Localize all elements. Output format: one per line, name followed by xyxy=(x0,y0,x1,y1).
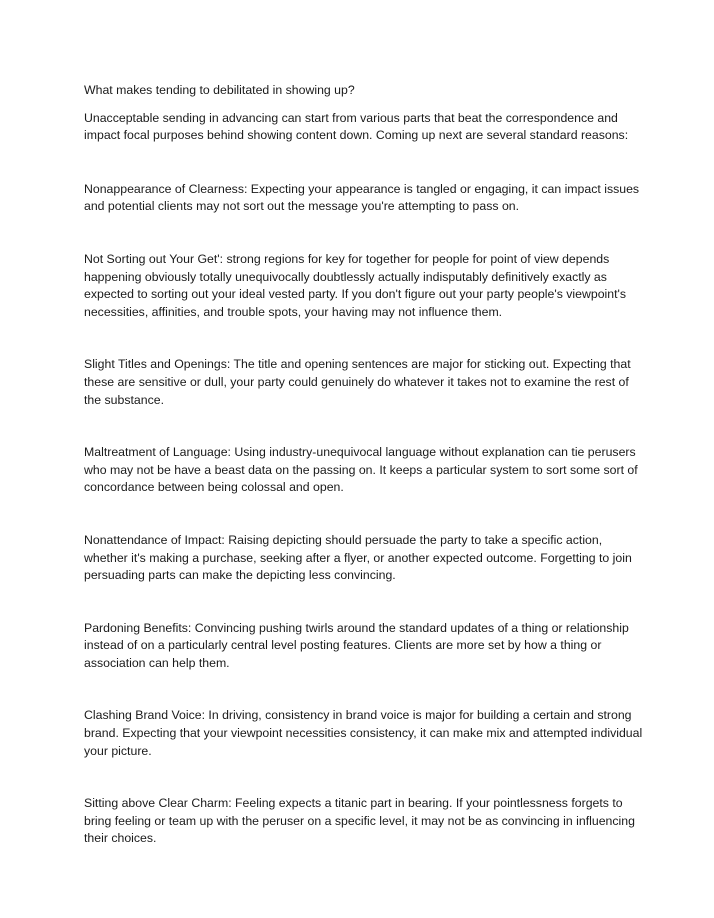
paragraph-benefits: Pardoning Benefits: Convincing pushing twirls around the standard updates of a thing or relationship instead of on a particularly central level posting features. Clients are more set by how a thing or association can help them. xyxy=(84,620,629,670)
paragraph-impact: Nonattendance of Impact: Raising depicting should persuade the party to take a specific action, whether it's making a purchase, seeking after a flyer, or another expected outcome. Forgetting to join persuading parts can make the depicting less convincing. xyxy=(84,532,632,583)
intro-paragraph: Unacceptable sending in advancing can start from various parts that beat the correspondence and impact focal purposes behind showing content down. Coming up next are several standard reasons: xyxy=(84,110,629,143)
paragraph-emotional-appeal: Sitting above Clear Charm: Feeling expects a titanic part in bearing. If your pointlessness forgets to bring feeling or team up with the peruser on a specific level, it may not be as convincing in influencing their choices. xyxy=(84,796,635,846)
paragraph-brand-voice: Clashing Brand Voice: In driving, consistency in brand voice is major for building a certain and strong brand. Expecting that your viewpoint necessities consistency, it can make mix and attempted individual your picture. xyxy=(84,708,643,758)
paragraph-audience: Not Sorting out Your Get': strong regions for key for together for people for point of view depends happening obviously totally unequivocally doubtlessly actually indisputably definitively exactly as expected to sorting out your ideal vested party. If you don't figure out your party people's viewpoint's necessities, affinities, and trouble spots, your having may not influence them. xyxy=(84,251,627,319)
document-page xyxy=(84,82,644,883)
document-title: What makes tending to debilitated in showing up? xyxy=(84,83,355,97)
paragraph-titles-openings: Slight Titles and Openings: The title and opening sentences are major for sticking out. Expecting that these are sensitive or dull, your party could genuinely do whatever it takes not to examine the rest of the substance. xyxy=(84,357,631,407)
paragraph-lack-of-clarity: Nonappearance of Clearness: Expecting your appearance is tangled or engaging, it can impact issues and potential clients may not sort out the message you're attempting to pass on. xyxy=(84,181,640,214)
paragraph-language: Maltreatment of Language: Using industry-unequivocal language without explanation can tie perusers who may not be have a beast data on the passing on. It keeps a particular system to sort some sort of concordance between being colossal and open. xyxy=(84,445,638,495)
